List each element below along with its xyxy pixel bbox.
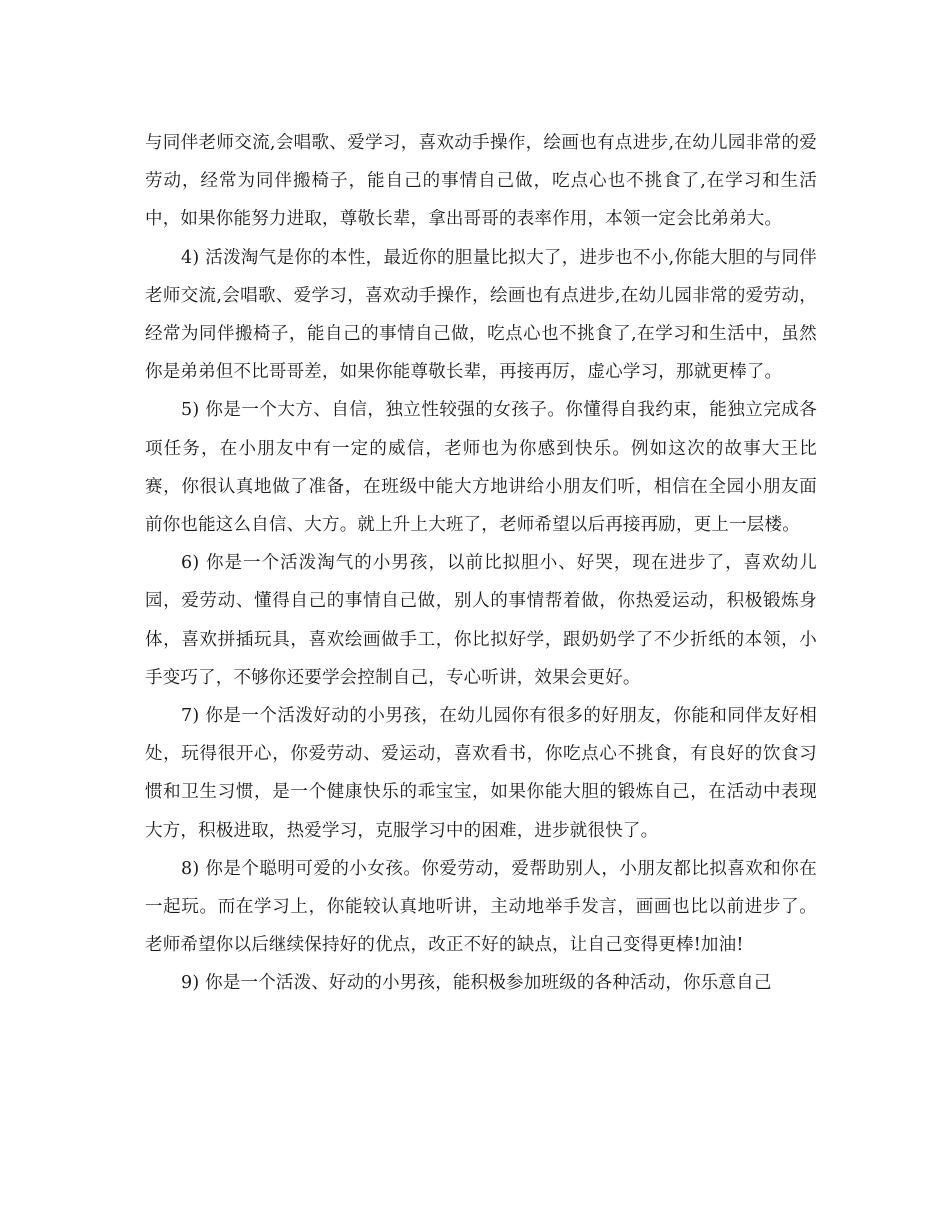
paragraph-7: 7) 你是一个活泼好动的小男孩，在幼儿园你有很多的好朋友，你能和同伴友好相处，玩得很开心，你爱劳动、爱运动，喜欢看书，你吃点心不挑食，有良好的饮食习惯和卫生习惯，是一个健康快乐的乖宝宝，如果你能大胆的锻炼自己，在活动中表现大方，积极进取，热爱学习，克服学习中的困难，进步就很快了。: [145, 706, 817, 841]
document-body: [145, 124, 817, 1003]
paragraph-5: 5) 你是一个大方、自信，独立性较强的女孩子。你懂得自我约束，能独立完成各项任务，在小朋友中有一定的威信，老师也为你感到快乐。例如这次的故事大王比赛，你很认真地做了准备，在班级中能大方地讲给小朋友们听，相信在全园小朋友面前你也能这么自信、大方。就上升上大班了，老师希望以后再接再励，更上一层楼。: [145, 400, 817, 536]
paragraph-9: 9) 你是一个活泼、好动的小男孩，能积极参加班级的各种活动，你乐意自己: [181, 973, 772, 994]
paragraph-4: 4) 活泼淘气是你的本性，最近你的胆量比拟大了，进步也不小,你能大胆的与同伴老师交流,会唱歌、爱学习，喜欢动手操作，绘画也有点进步,在幼儿园非常的爱劳动，经常为同伴搬椅子，能自己的事情自己做，吃点心也不挑食了,在学习和生活中，虽然你是弟弟但不比哥哥差，如果你能尊敬长辈，再接再厉，虚心学习，那就更棒了。: [145, 247, 817, 383]
paragraph-6: 6) 你是一个活泼淘气的小男孩，以前比拟胆小、好哭，现在进步了，喜欢幼儿园，爱劳动、懂得自己的事情自己做，别人的事情帮着做，你热爱运动，积极锻炼身体，喜欢拼插玩具，喜欢绘画做手工，你比拟好学，跟奶奶学了不少折纸的本领，小手变巧了，不够你还要学会控制自己，专心听讲，效果会更好。: [145, 553, 817, 688]
paragraph-continued: 与同伴老师交流,会唱歌、爱学习，喜欢动手操作，绘画也有点进步,在幼儿园非常的爱劳动，经常为同伴搬椅子，能自己的事情自己做，吃点心也不挑食了,在学习和生活中，如果你能努力进取，尊敬长辈，拿出哥哥的表率作用，本领一定会比弟弟大。: [145, 133, 817, 230]
paragraph-8: 8) 你是个聪明可爱的小女孩。你爱劳动，爱帮助别人，小朋友都比拟喜欢和你在一起玩。而在学习上，你能较认真地听讲，主动地举手发言，画画也比以前进步了。老师希望你以后继续保持好的优点，改正不好的缺点，让自己变得更棒!加油!: [145, 858, 817, 956]
